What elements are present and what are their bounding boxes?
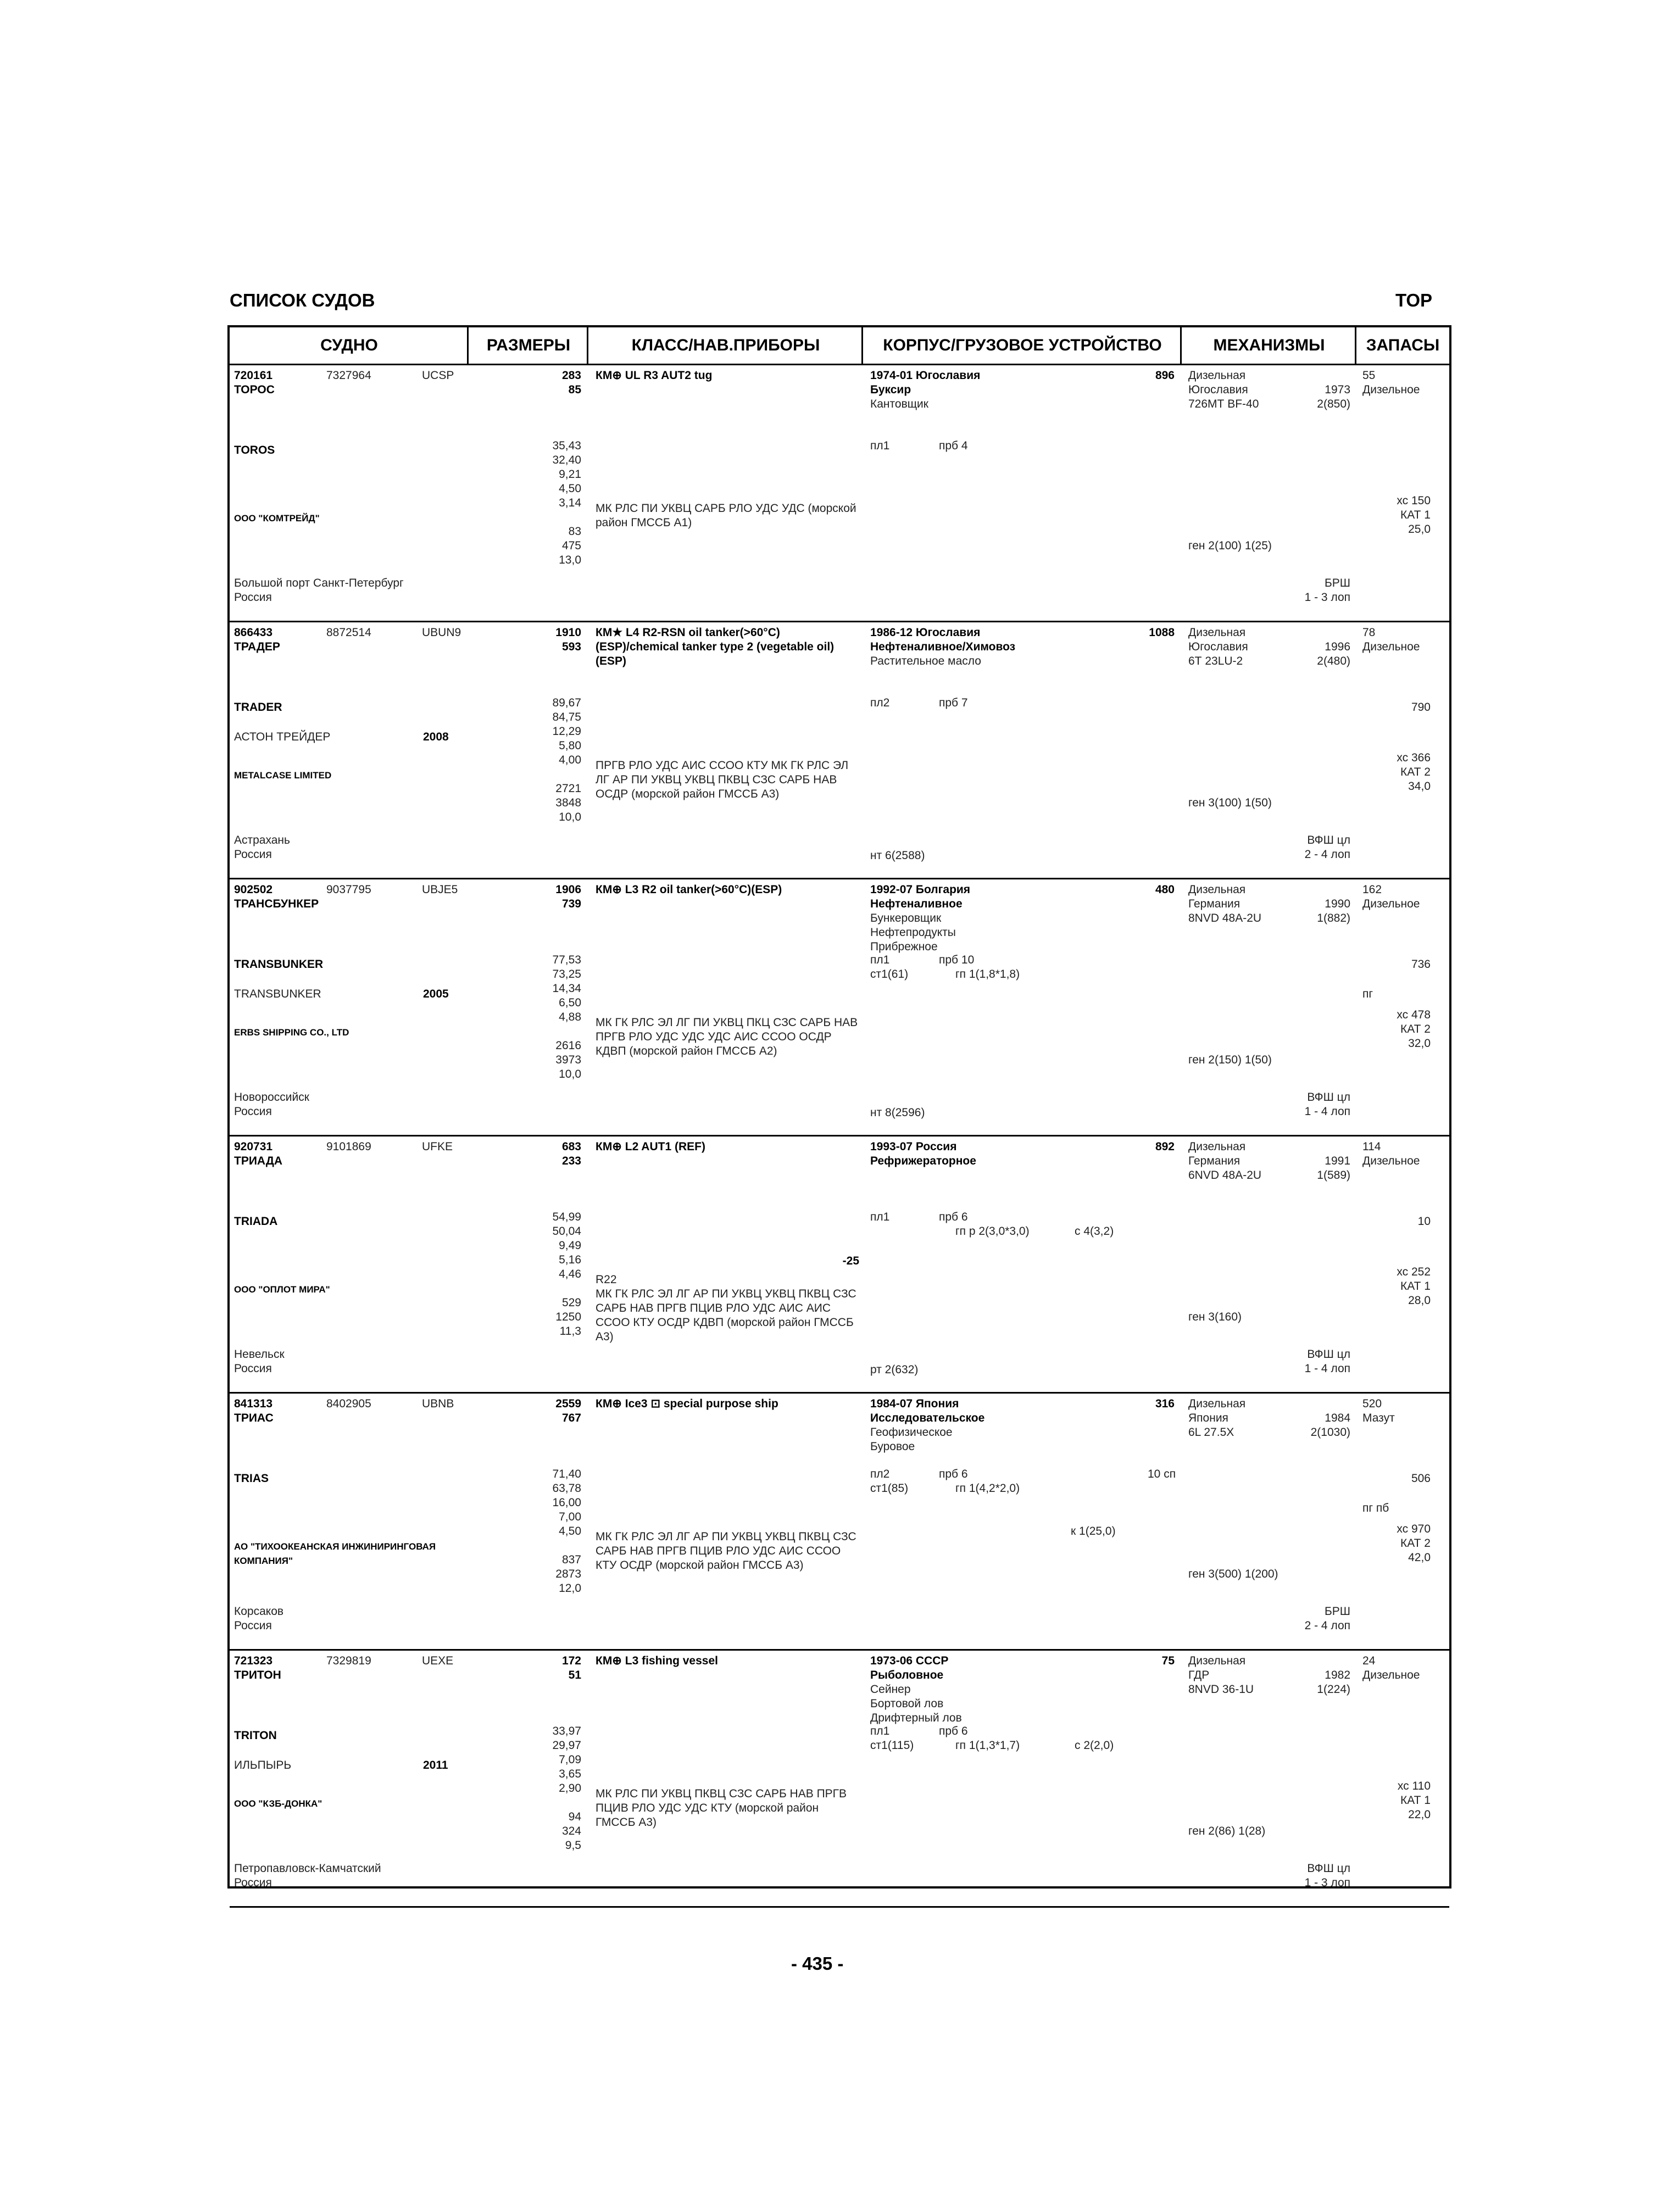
supply-bottom: КАТ 2 [1400, 766, 1431, 778]
engine-info: 8NVD 48A-2U [1188, 912, 1262, 924]
dimension-value: 14,34 [552, 982, 581, 995]
ship-name-ru: ТРИАС [234, 1412, 274, 1424]
ship-subtype: Геофизическое [870, 1426, 953, 1439]
hull-tanks: нт 6(2588) [870, 849, 925, 862]
reg-number: 866433 [234, 626, 273, 639]
ship-subtype: Прибрежное [870, 940, 938, 953]
ship-subtype: Растительное масло [870, 655, 981, 667]
engine-power: 2(1030) [1310, 1426, 1350, 1439]
col-divider [467, 327, 469, 364]
flag-country: Россия [234, 848, 272, 861]
dimension-value: 12,29 [552, 725, 581, 738]
imo-number: 9101869 [326, 1140, 371, 1153]
net-tonnage: 85 [568, 383, 581, 396]
dimension-value: 89,67 [552, 697, 581, 709]
ship-subtype: Дрифтерный лов [870, 1712, 962, 1724]
build-info: 1974-01 Югославия [870, 369, 981, 382]
supply-mid: 506 [1411, 1472, 1431, 1485]
former-year: 2008 [423, 731, 449, 743]
supply-mid-extra: пг пб [1362, 1502, 1389, 1514]
supply-top: 162 [1362, 883, 1382, 896]
col-header-machinery: МЕХАНИЗМЫ [1213, 336, 1325, 354]
col-divider [1355, 327, 1356, 364]
supply-top: 114 [1362, 1140, 1381, 1153]
supply-bottom: 28,0 [1408, 1294, 1431, 1307]
capacity-value: 324 [561, 1825, 581, 1837]
supply-top: Мазут [1362, 1412, 1395, 1424]
propeller-info: БРШ [1324, 1605, 1350, 1618]
hull-detail: прб 10 [939, 954, 975, 966]
ship-table [227, 325, 1451, 1889]
call-sign: UFKE [422, 1140, 453, 1153]
net-tonnage: 767 [561, 1412, 581, 1424]
propeller-info: ВФШ цл [1307, 1348, 1350, 1361]
build-info: 1984-07 Япония [870, 1397, 959, 1410]
propeller-info: ВФШ цл [1307, 834, 1350, 846]
engine-info: Дизельная [1188, 1654, 1246, 1667]
gross-tonnage: 2559 [555, 1397, 581, 1410]
former-name: TRANSBUNKER [234, 988, 321, 1000]
gross-tonnage: 1906 [555, 883, 581, 896]
engine-power: 1(882) [1317, 912, 1350, 924]
supply-top: 55 [1362, 369, 1376, 382]
ship-record [230, 365, 1449, 621]
ship-name-ru: ТРИТОН [234, 1669, 281, 1681]
flag-country: Россия [234, 1876, 272, 1889]
flag-country: Россия [234, 1362, 272, 1375]
ship-name-en: TRANSBUNKER [234, 958, 324, 971]
ship-type: Нефтеналивное/Химовоз [870, 640, 1016, 653]
ship-type: Рефрижераторное [870, 1155, 976, 1167]
class-notation: КМ★ L4 R2-RSN oil tanker(>60°C)(ESP)/chemical tanker type 2 (vegetable oil)(ESP) [596, 626, 835, 667]
col-header-hull: КОРПУС/ГРУЗОВОЕ УСТРОЙСТВО [883, 336, 1162, 354]
engine-info: ГДР [1188, 1669, 1210, 1681]
engine-power: 2(850) [1317, 398, 1350, 410]
net-tonnage: 739 [561, 898, 581, 910]
dimension-value: 33,97 [552, 1725, 581, 1737]
dimension-value: 54,99 [552, 1211, 581, 1223]
engine-power: 1(589) [1317, 1169, 1350, 1182]
engine-info: Югославия [1188, 640, 1248, 653]
supply-top: 24 [1362, 1654, 1376, 1667]
col-header-ship: СУДНО [320, 336, 378, 354]
dimension-value: 35,43 [552, 439, 581, 452]
hull-detail: пл1 [870, 439, 890, 452]
capacity-value: 529 [561, 1296, 581, 1309]
propeller-info: БРШ [1324, 577, 1350, 589]
class-notation: КМ⊕ Ice3 ⊡ special purpose ship [596, 1397, 778, 1410]
dimension-value: 3,65 [559, 1768, 581, 1780]
page-title: СПИСОК СУДОВ [230, 290, 375, 310]
flag-country: Россия [234, 591, 272, 604]
build-info: 1986-12 Югославия [870, 626, 981, 639]
engine-year: 1984 [1325, 1412, 1350, 1424]
col-header-dimensions: РАЗМЕРЫ [486, 336, 571, 354]
generators: ген 2(100) 1(25) [1188, 539, 1272, 552]
gross-tonnage: 283 [561, 369, 581, 382]
home-port: Корсаков [234, 1605, 284, 1618]
hull-number: 1088 [1149, 626, 1175, 639]
hull-detail: ст1(61) [870, 968, 909, 981]
engine-info: 6Т 23LU-2 [1188, 655, 1243, 667]
hull-detail: гп р 2(3,0*3,0) [955, 1225, 1030, 1238]
capacity-value: 10,0 [559, 811, 581, 823]
hull-detail: пл1 [870, 1211, 890, 1223]
capacity-value: 9,5 [565, 1839, 581, 1852]
hull-detail: пл2 [870, 1468, 890, 1480]
supply-bottom: КАТ 2 [1400, 1537, 1431, 1550]
dimension-value: 29,97 [552, 1739, 581, 1752]
dimension-value: 7,09 [559, 1753, 581, 1766]
imo-number: 9037795 [326, 883, 371, 896]
engine-info: Дизельная [1188, 1140, 1246, 1153]
engine-power: 2(480) [1317, 655, 1350, 667]
capacity-value: 10,0 [559, 1068, 581, 1080]
ship-name-en: TOROS [234, 444, 275, 456]
net-tonnage: 593 [561, 640, 581, 653]
generators: ген 3(100) 1(50) [1188, 796, 1272, 809]
build-info: 1992-07 Болгария [870, 883, 971, 896]
capacity-value: 3848 [555, 796, 581, 809]
ship-name-en: TRADER [234, 701, 282, 714]
ship-name-ru: ТРАНСБУНКЕР [234, 898, 319, 910]
supply-bottom: 42,0 [1408, 1551, 1431, 1564]
ship-name-ru: ТРАДЕР [234, 640, 280, 653]
ship-record [230, 1137, 1449, 1392]
supply-bottom: хс 478 [1397, 1009, 1431, 1021]
engine-info: Дизельная [1188, 626, 1246, 639]
nav-equipment: R22 МК ГК РЛС ЭЛ ЛГ АР ПИ УКВЦ УКВЦ ПКВЦ СЗС САРБ НАВ ПРГВ ПЦИВ РЛО УДС АИС АИС ССОО КТУ ОСДР КДВП (морской район ГМССБ А3) [596, 1273, 856, 1343]
flag-country: Россия [234, 1105, 272, 1118]
ship-type: Рыболовное [870, 1669, 944, 1681]
ship-subtype: Сейнер [870, 1683, 911, 1696]
hull-detail: пл1 [870, 1725, 890, 1737]
engine-info: Дизельная [1188, 883, 1246, 896]
owner-name: ERBS SHIPPING CO., LTD [234, 1027, 349, 1038]
dimension-value: 4,50 [559, 1525, 581, 1537]
class-note: -25 [842, 1255, 859, 1267]
dimension-value: 84,75 [552, 711, 581, 723]
hull-number: 480 [1155, 883, 1175, 896]
generators: ген 2(86) 1(28) [1188, 1825, 1266, 1837]
home-port: Невельск [234, 1348, 285, 1361]
supply-top: Дизельное [1362, 383, 1420, 396]
supply-bottom: хс 366 [1397, 751, 1431, 764]
call-sign: UBUN9 [422, 626, 461, 639]
former-year: 2005 [423, 988, 449, 1000]
net-tonnage: 51 [568, 1669, 581, 1681]
supply-bottom: хс 970 [1397, 1523, 1431, 1535]
dimension-value: 63,78 [552, 1482, 581, 1495]
supply-mid: 736 [1411, 958, 1431, 971]
ship-subtype: Кантовщик [870, 398, 928, 410]
hull-detail: гп 1(1,8*1,8) [955, 968, 1020, 981]
home-port: Астрахань [234, 834, 290, 846]
dimension-value: 7,00 [559, 1511, 581, 1523]
record-divider [230, 1906, 1449, 1908]
hull-detail: к 1(25,0) [1071, 1525, 1116, 1537]
hull-detail: ст1(85) [870, 1482, 909, 1495]
supply-bottom: хс 150 [1397, 494, 1431, 507]
hull-detail: гп 1(1,3*1,7) [955, 1739, 1020, 1752]
supply-bottom: хс 252 [1397, 1266, 1431, 1278]
ship-name-ru: ТОРОС [234, 383, 275, 396]
former-name: ИЛЬПЫРЬ [234, 1759, 292, 1772]
owner-name: METALCASE LIMITED [234, 770, 332, 781]
class-notation: КМ⊕ L2 AUT1 (REF) [596, 1140, 705, 1153]
capacity-value: 13,0 [559, 554, 581, 566]
capacity-value: 2616 [555, 1039, 581, 1052]
nav-equipment: МК ГК РЛС ЭЛ ЛГ ПИ УКВЦ ПКЦ СЗС САРБ НАВ ПРГВ РЛО УДС УДС УДС АИС ССОО ОСДР КДВП (морской район ГМССБ А2) [596, 1016, 861, 1057]
supply-top: 78 [1362, 626, 1376, 639]
engine-info: 726МТ BF-40 [1188, 398, 1259, 410]
engine-info: 6L 27.5X [1188, 1426, 1234, 1439]
engine-year: 1996 [1325, 640, 1350, 653]
class-notation: КМ⊕ L3 R2 oil tanker(>60°C)(ESP) [596, 883, 782, 896]
hull-number: 896 [1155, 369, 1175, 382]
engine-info: Германия [1188, 1155, 1240, 1167]
build-info: 1973-06 СССР [870, 1654, 949, 1667]
home-port: Большой порт Санкт-Петербург [234, 577, 404, 589]
class-notation: КМ⊕ UL R3 AUT2 tug [596, 369, 713, 382]
former-name: АСТОН ТРЕЙДЕР [234, 731, 331, 743]
dimension-value: 77,53 [552, 954, 581, 966]
dimension-value: 5,80 [559, 739, 581, 752]
supply-top: Дизельное [1362, 640, 1420, 653]
hull-detail: пл1 [870, 954, 890, 966]
hull-detail: прб 6 [939, 1468, 968, 1480]
ship-record [230, 1651, 1449, 1907]
call-sign: UBNB [422, 1397, 454, 1410]
supply-bottom: 25,0 [1408, 523, 1431, 536]
ship-record [230, 622, 1449, 878]
propeller-info: 1 - 3 лоп [1304, 591, 1350, 604]
supply-bottom: КАТ 1 [1400, 1794, 1431, 1807]
owner-name: ООО "ОПЛОТ МИРА" [234, 1284, 330, 1295]
engine-info: 6NVD 48A-2U [1188, 1169, 1262, 1182]
capacity-value: 837 [561, 1553, 581, 1566]
call-sign: UEXE [422, 1654, 454, 1667]
hull-tanks: рт 2(632) [870, 1363, 919, 1376]
engine-year: 1982 [1325, 1669, 1350, 1681]
supply-bottom: КАТ 1 [1400, 509, 1431, 521]
capacity-value: 1250 [555, 1311, 581, 1323]
dimension-value: 4,88 [559, 1011, 581, 1023]
capacity-value: 94 [568, 1811, 581, 1823]
hull-detail: прб 6 [939, 1211, 968, 1223]
propeller-info: 2 - 4 лоп [1304, 1619, 1350, 1632]
col-divider [587, 327, 588, 364]
ship-subtype: Буровое [870, 1440, 915, 1453]
hull-tanks: нт 8(2596) [870, 1106, 925, 1119]
reg-number: 841313 [234, 1397, 273, 1410]
reg-number: 920731 [234, 1140, 273, 1153]
dimension-value: 2,90 [559, 1782, 581, 1795]
dimension-value: 9,21 [559, 468, 581, 481]
dimension-value: 4,00 [559, 754, 581, 766]
hull-number: 316 [1155, 1397, 1175, 1410]
ship-name-ru: ТРИАДА [234, 1155, 282, 1167]
dimension-value: 73,25 [552, 968, 581, 981]
supply-bottom: КАТ 1 [1400, 1280, 1431, 1293]
hull-detail: прб 4 [939, 439, 968, 452]
engine-year: 1991 [1325, 1155, 1350, 1167]
hull-detail: прб 7 [939, 697, 968, 709]
capacity-value: 3973 [555, 1054, 581, 1066]
supply-mid-extra: пг [1362, 988, 1373, 1000]
dimension-value: 3,14 [559, 497, 581, 509]
ship-name-en: TRIADA [234, 1215, 278, 1228]
reg-number: 720161 [234, 369, 273, 382]
dimension-value: 50,04 [552, 1225, 581, 1238]
dimension-value: 71,40 [552, 1468, 581, 1480]
ship-name-en: TRITON [234, 1729, 277, 1742]
imo-number: 8872514 [326, 626, 371, 639]
dimension-value: 32,40 [552, 454, 581, 466]
ship-name-en: TRIAS [234, 1472, 269, 1485]
dimension-value: 4,50 [559, 482, 581, 495]
nav-equipment: ПРГВ РЛО УДС АИС ССОО КТУ МК ГК РЛС ЭЛ ЛГ АР ПИ УКВЦ УКВЦ ПКВЦ СЗС САРБ НАВ ОСДР (морской район ГМССБ А3) [596, 759, 852, 800]
hull-detail: гп 1(4,2*2,0) [955, 1482, 1020, 1495]
col-divider [1180, 327, 1182, 364]
flag-country: Россия [234, 1619, 272, 1632]
supply-top: Дизельное [1362, 1669, 1420, 1681]
hull-detail: с 2(2,0) [1075, 1739, 1114, 1752]
capacity-value: 2873 [555, 1568, 581, 1580]
dimension-value: 9,49 [559, 1239, 581, 1252]
gross-tonnage: 1910 [555, 626, 581, 639]
reg-number: 721323 [234, 1654, 273, 1667]
capacity-value: 83 [568, 525, 581, 538]
supply-top: 520 [1362, 1397, 1382, 1410]
col-header-supplies: ЗАПАСЫ [1366, 336, 1440, 354]
imo-number: 7329819 [326, 1654, 371, 1667]
generators: ген 3(160) [1188, 1311, 1242, 1323]
propeller-info: 2 - 4 лоп [1304, 848, 1350, 861]
supply-top: Дизельное [1362, 1155, 1420, 1167]
propeller-info: 1 - 4 лоп [1304, 1105, 1350, 1118]
ship-record [230, 1394, 1449, 1650]
ship-type: Буксир [870, 383, 911, 396]
capacity-value: 11,3 [559, 1325, 581, 1338]
page-number: - 435 - [791, 1953, 844, 1974]
former-year: 2011 [423, 1759, 448, 1772]
engine-year: 1973 [1325, 383, 1350, 396]
hull-detail: 10 сп [1148, 1468, 1176, 1480]
generators: ген 2(150) 1(50) [1188, 1054, 1272, 1066]
engine-info: Дизельная [1188, 369, 1246, 382]
hull-detail: с 4(3,2) [1075, 1225, 1114, 1238]
engine-year: 1990 [1325, 898, 1350, 910]
supply-bottom: хс 110 [1397, 1780, 1431, 1792]
supply-bottom: 22,0 [1408, 1808, 1431, 1821]
col-divider [861, 327, 863, 364]
nav-equipment: МК ГК РЛС ЭЛ ЛГ АР ПИ УКВЦ УКВЦ ПКВЦ СЗС САРБ НАВ ПРГВ ПЦИВ РЛО УДС АИС ССОО КТУ ОСДР (морской район ГМССБ А3) [596, 1530, 860, 1572]
engine-info: Германия [1188, 898, 1240, 910]
ship-subtype: Бункеровщик [870, 912, 942, 924]
engine-power: 1(224) [1317, 1683, 1350, 1696]
net-tonnage: 233 [561, 1155, 581, 1167]
hull-number: 75 [1161, 1654, 1175, 1667]
call-sign: UBJE5 [422, 883, 458, 896]
supply-bottom: КАТ 2 [1400, 1023, 1431, 1035]
build-info: 1993-07 Россия [870, 1140, 957, 1153]
owner-name: ООО "КОМТРЕЙД" [234, 513, 320, 523]
capacity-value: 2721 [555, 782, 581, 795]
engine-info: Дизельная [1188, 1397, 1246, 1410]
reg-number: 902502 [234, 883, 273, 896]
hull-detail: пл2 [870, 697, 890, 709]
imo-number: 7327964 [326, 369, 371, 382]
propeller-info: ВФШ цл [1307, 1862, 1350, 1875]
owner-name: АО "ТИХООКЕАНСКАЯ ИНЖИНИРИНГОВАЯ КОМПАНИЯ" [234, 1541, 436, 1566]
owner-name: ООО "КЗБ-ДОНКА" [234, 1798, 322, 1809]
ship-type: Исследовательское [870, 1412, 985, 1424]
capacity-value: 12,0 [559, 1582, 581, 1595]
hull-number: 892 [1155, 1140, 1175, 1153]
capacity-value: 475 [561, 539, 581, 552]
propeller-info: 1 - 4 лоп [1304, 1362, 1350, 1375]
generators: ген 3(500) 1(200) [1188, 1568, 1278, 1580]
engine-info: 8NVD 36-1U [1188, 1683, 1254, 1696]
home-port: Новороссийск [234, 1091, 309, 1104]
dimension-value: 5,16 [559, 1254, 581, 1266]
supply-bottom: 32,0 [1408, 1037, 1431, 1050]
propeller-info: 1 - 3 лоп [1304, 1876, 1350, 1889]
supply-top: Дизельное [1362, 898, 1420, 910]
home-port: Петропавловск-Камчатский [234, 1862, 381, 1875]
imo-number: 8402905 [326, 1397, 371, 1410]
dimension-value: 4,46 [559, 1268, 581, 1280]
propeller-info: ВФШ цл [1307, 1091, 1350, 1104]
gross-tonnage: 172 [561, 1654, 581, 1667]
ship-type: Нефтеналивное [870, 898, 963, 910]
hull-detail: прб 6 [939, 1725, 968, 1737]
ship-subtype: Нефтепродукты [870, 926, 956, 939]
dimension-value: 6,50 [559, 996, 581, 1009]
supply-mid: 10 [1417, 1215, 1431, 1228]
ship-record [230, 879, 1449, 1135]
hull-detail: ст1(115) [870, 1739, 914, 1752]
ship-subtype: Бортовой лов [870, 1697, 944, 1710]
dimension-value: 16,00 [552, 1496, 581, 1509]
call-sign: UCSP [422, 369, 454, 382]
nav-equipment: МК РЛС ПИ УКВЦ ПКВЦ СЗС САРБ НАВ ПРГВ ПЦИВ РЛО УДС УДС КТУ (морской район ГМССБ А3) [596, 1787, 850, 1829]
supply-mid: 790 [1411, 701, 1431, 714]
engine-info: Югославия [1188, 383, 1248, 396]
engine-info: Япония [1188, 1412, 1228, 1424]
gross-tonnage: 683 [561, 1140, 581, 1153]
supply-bottom: 34,0 [1408, 780, 1431, 793]
nav-equipment: МК РЛС ПИ УКВЦ САРБ РЛО УДС УДС (морской район ГМССБ А1) [596, 502, 860, 529]
section-label: ТОР [1395, 290, 1433, 310]
col-header-class: КЛАСС/НАВ.ПРИБОРЫ [631, 336, 820, 354]
class-notation: КМ⊕ L3 fishing vessel [596, 1654, 718, 1667]
